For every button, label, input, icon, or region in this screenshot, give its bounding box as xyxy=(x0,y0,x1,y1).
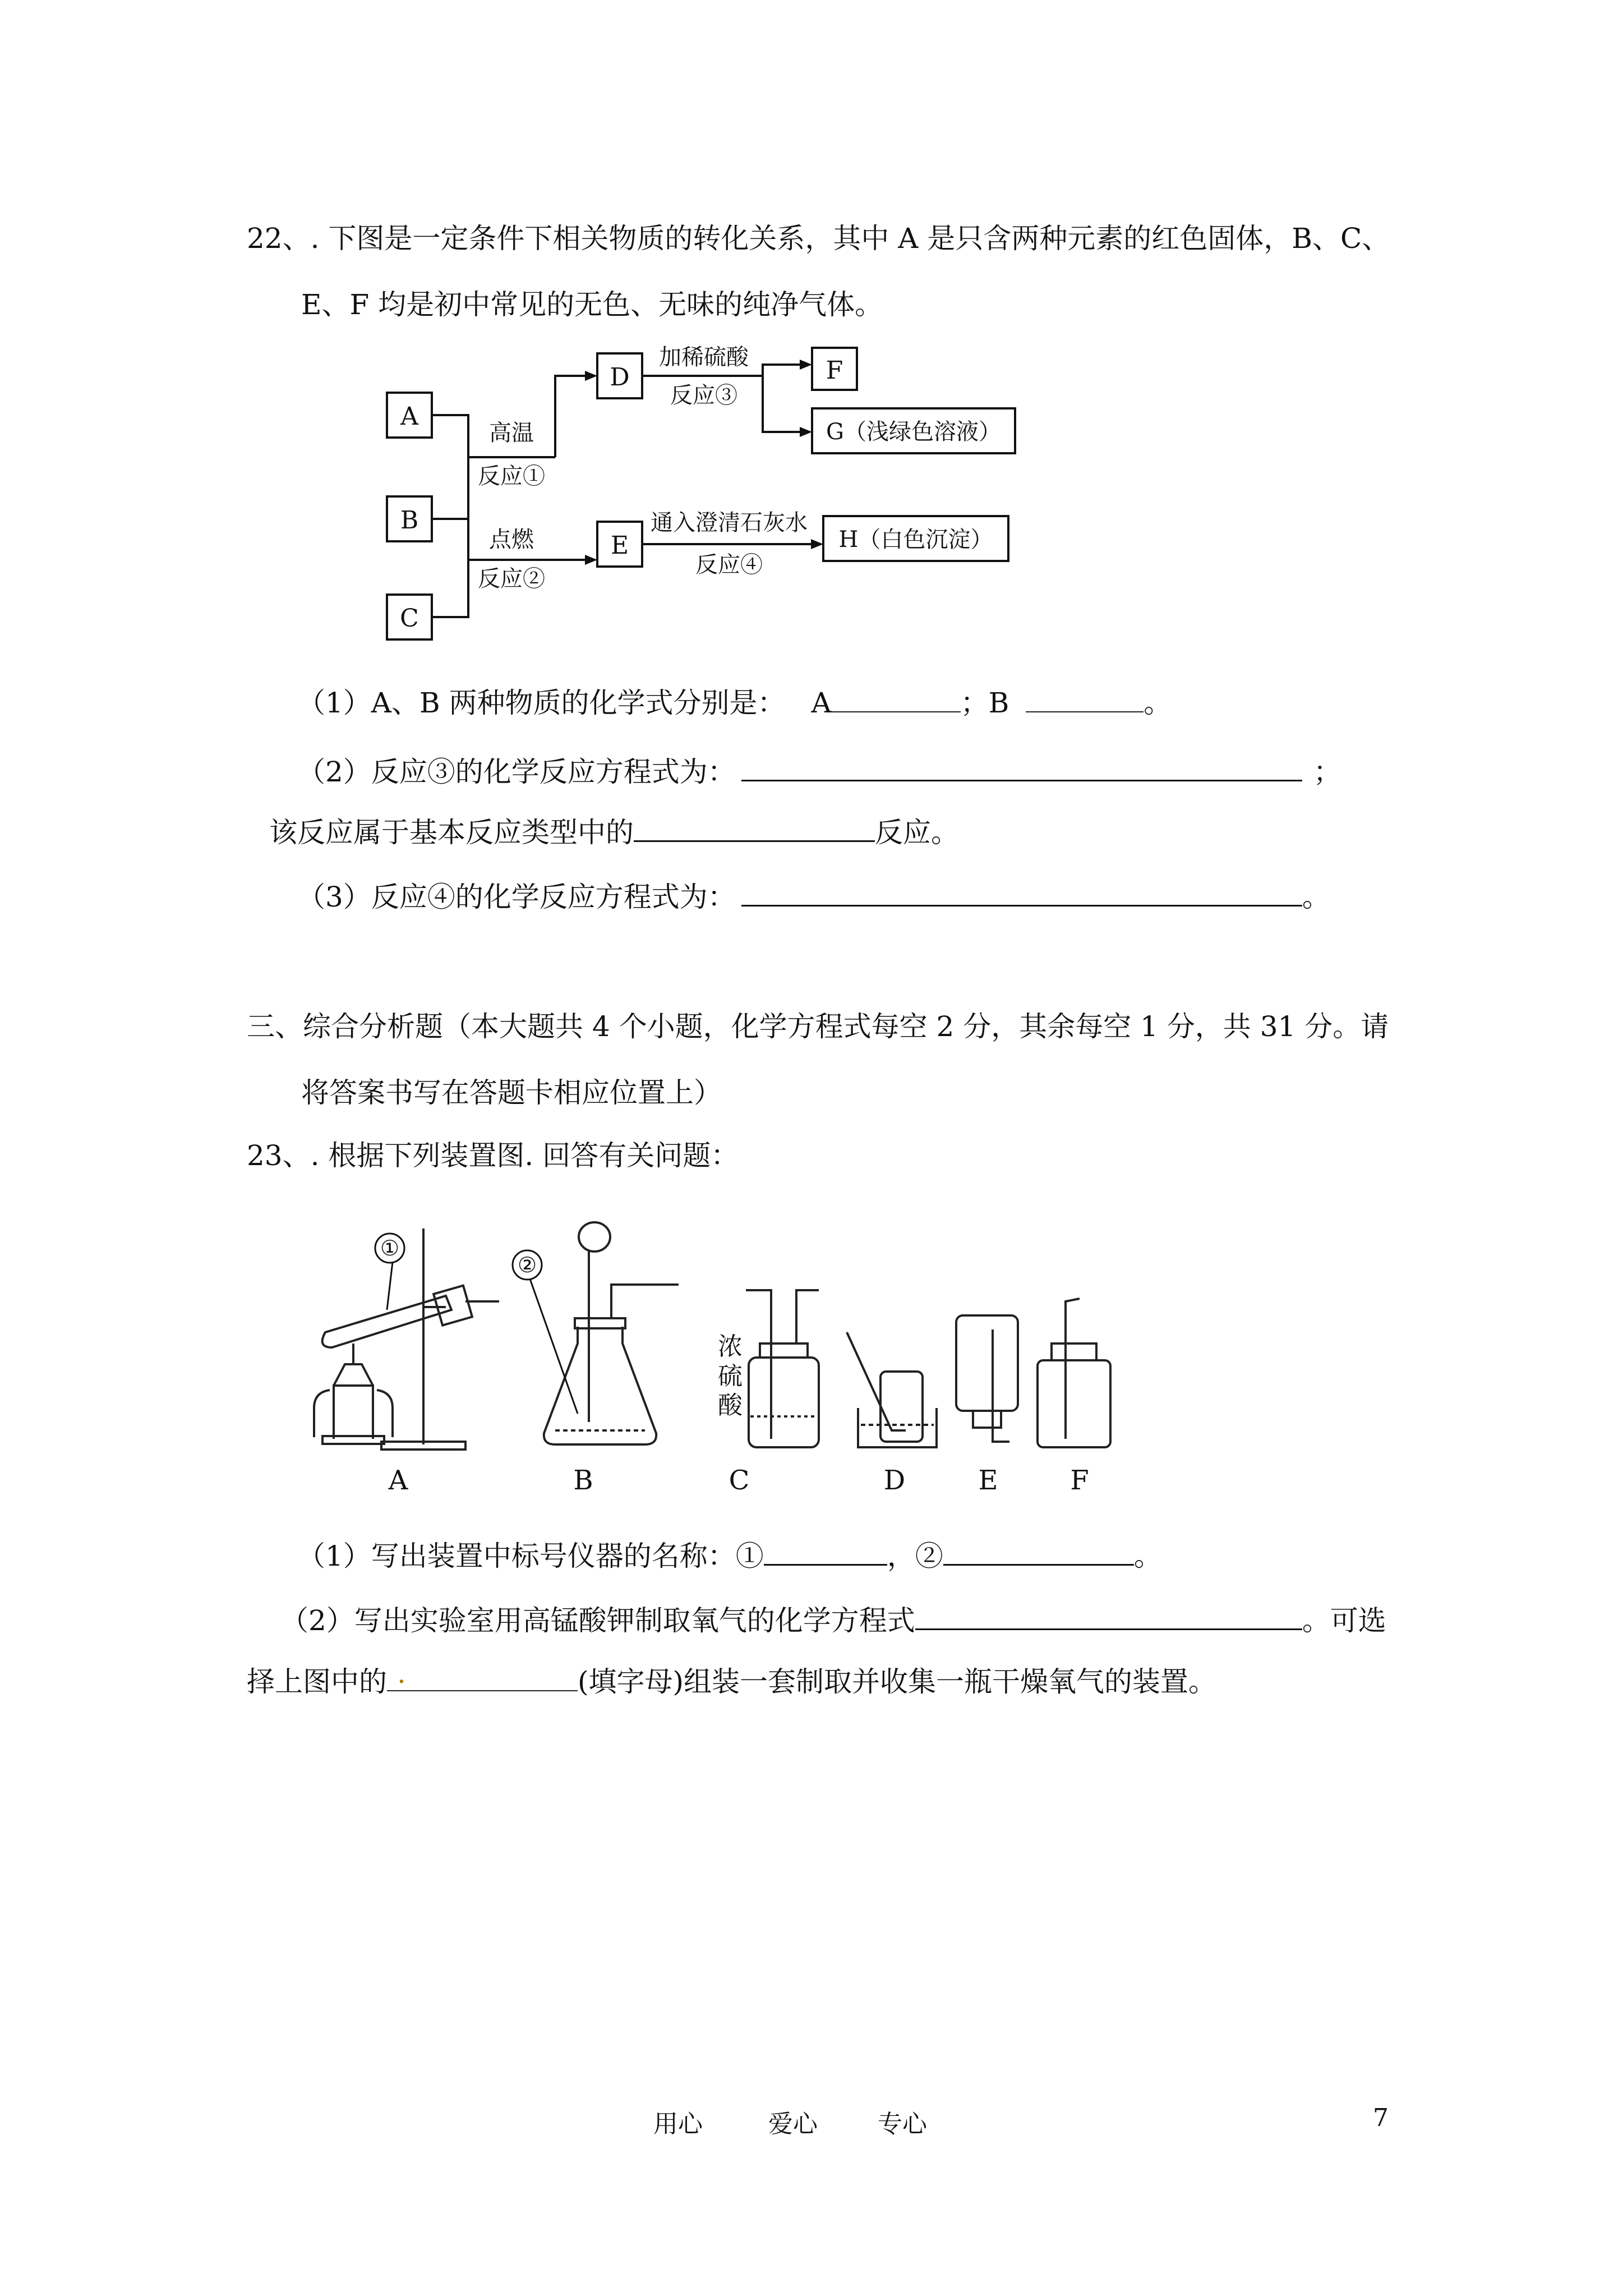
apparatus-label-B: B xyxy=(573,1465,593,1496)
reaction4-condition: 通入澄清石灰水 xyxy=(651,510,808,536)
q22-sub2-line2-suffix: 反应。 xyxy=(875,816,959,849)
q22-sub2 xyxy=(297,753,1341,789)
answer-blank-instrument-2[interactable] xyxy=(943,1537,1134,1566)
q22-stem-line1: 22、. 下图是一定条件下相关物质的转化关系，其中 A 是只含两种元素的红色固体，B、C、 xyxy=(247,222,1390,255)
apparatus-label-C: C xyxy=(728,1465,750,1496)
answer-blank-reaction4[interactable] xyxy=(741,878,1302,907)
footer-word-3: 专心 xyxy=(878,2110,927,2138)
q23-sub2-prefix: （2）写出实验室用高锰酸钾制取氧气的化学方程式 xyxy=(280,1604,915,1637)
label-C: C xyxy=(400,604,419,633)
q22-sub1-prefix: （1）A、B 两种物质的化学式分别是： xyxy=(297,687,786,719)
q22-sub1 xyxy=(297,684,1172,720)
label-B: B xyxy=(400,506,419,535)
q22-stem-line2: E、F 均是初中常见的无色、无味的纯净气体。 xyxy=(301,288,883,321)
apparatus-label-D: D xyxy=(883,1465,906,1496)
label-D: D xyxy=(610,363,630,392)
q23-sub2-line2-prefix: 择上图中的 xyxy=(247,1665,387,1698)
section3-heading-line1: 三、综合分析题（本大题共 4 个小题，化学方程式每空 2 分，其余每空 1 分，共 31 分。请 xyxy=(247,1010,1389,1043)
apparatus-label-F: F xyxy=(1070,1465,1089,1496)
q23-sub1 xyxy=(297,1537,1162,1573)
q22-sub1-a-label: A xyxy=(811,687,832,719)
apparatus-F xyxy=(1038,1299,1110,1447)
acid-label-char-2: 硫 xyxy=(718,1362,743,1391)
answer-blank-kmno4-equation[interactable] xyxy=(915,1602,1302,1630)
q22-sub3 xyxy=(297,878,1330,914)
acid-label-char-1: 浓 xyxy=(718,1332,743,1361)
reaction1-label: 反应① xyxy=(478,463,545,489)
answer-blank-b[interactable] xyxy=(1026,684,1144,712)
answer-blank-apparatus-letters[interactable] xyxy=(387,1657,578,1691)
q23-apparatus-figure xyxy=(303,1217,1178,1509)
dot-mark: . xyxy=(397,1657,406,1690)
apparatus-label-E: E xyxy=(978,1465,998,1496)
label-F: F xyxy=(826,356,843,385)
apparatus-D xyxy=(847,1332,937,1447)
reaction4-label: 反应④ xyxy=(695,552,763,578)
q23-sub2-line2 xyxy=(247,1657,1217,1699)
label-E: E xyxy=(610,531,629,560)
apparatus-label-A: A xyxy=(388,1465,408,1496)
label-H: H（白色沉淀） xyxy=(838,527,993,553)
q23-title: 23、. 根据下列装置图. 回答有关问题： xyxy=(247,1139,739,1172)
q22-sub2-end: ； xyxy=(1313,756,1341,788)
page-number: 7 xyxy=(1373,2104,1389,2132)
reaction2-label: 反应② xyxy=(478,566,545,592)
q22-sub2-line2-prefix: 该反应属于基本反应类型中的 xyxy=(269,816,634,849)
q23-sub1-prefix: （1）写出装置中标号仪器的名称：① xyxy=(297,1540,764,1572)
q23-sub2-line2-suffix: (填字母)组装一套制取并收集一瓶干燥氧气的装置。 xyxy=(578,1665,1217,1698)
answer-blank-reaction-type[interactable] xyxy=(634,813,875,842)
instrument-mark-1: ① xyxy=(380,1236,400,1260)
apparatus-E xyxy=(956,1315,1018,1442)
q22-sub1-end: 。 xyxy=(1144,687,1172,719)
reaction2-condition: 点燃 xyxy=(489,527,534,553)
q23-sub2-end: 。可选 xyxy=(1302,1604,1386,1637)
apparatus-C xyxy=(746,1290,819,1447)
answer-blank-a[interactable] xyxy=(832,684,961,712)
answer-blank-instrument-1[interactable] xyxy=(764,1537,887,1566)
section3-heading-line2: 将答案书写在答题卡相应位置上） xyxy=(301,1076,722,1109)
q22-sub3-text: （3）反应④的化学反应方程式为： xyxy=(297,881,736,913)
acid-label-char-3: 酸 xyxy=(718,1391,743,1420)
label-A: A xyxy=(400,402,418,431)
q23-sub1-mid: ，② xyxy=(887,1540,943,1572)
reaction3-label: 反应③ xyxy=(670,383,737,408)
q22-transformation-diagram xyxy=(370,337,1043,651)
q22-sub1-sep: ；B xyxy=(960,687,1009,719)
footer-word-1: 用心 xyxy=(653,2110,703,2138)
instrument-mark-2: ② xyxy=(517,1253,537,1277)
label-G: G（浅绿色溶液） xyxy=(826,419,1001,445)
apparatus-A xyxy=(314,1228,499,1450)
reaction3-condition: 加稀硫酸 xyxy=(659,344,749,370)
q23-sub1-end: 。 xyxy=(1133,1540,1162,1572)
q22-sub3-end: 。 xyxy=(1302,881,1330,913)
reaction1-condition: 高温 xyxy=(489,420,534,446)
footer-word-2: 爱心 xyxy=(768,2110,818,2138)
apparatus-B xyxy=(544,1222,679,1444)
q22-sub2-line2 xyxy=(269,813,959,849)
q23-sub2 xyxy=(280,1602,1386,1637)
q22-sub2-text: （2）反应③的化学反应方程式为： xyxy=(297,756,736,788)
answer-blank-reaction3[interactable] xyxy=(741,753,1302,781)
